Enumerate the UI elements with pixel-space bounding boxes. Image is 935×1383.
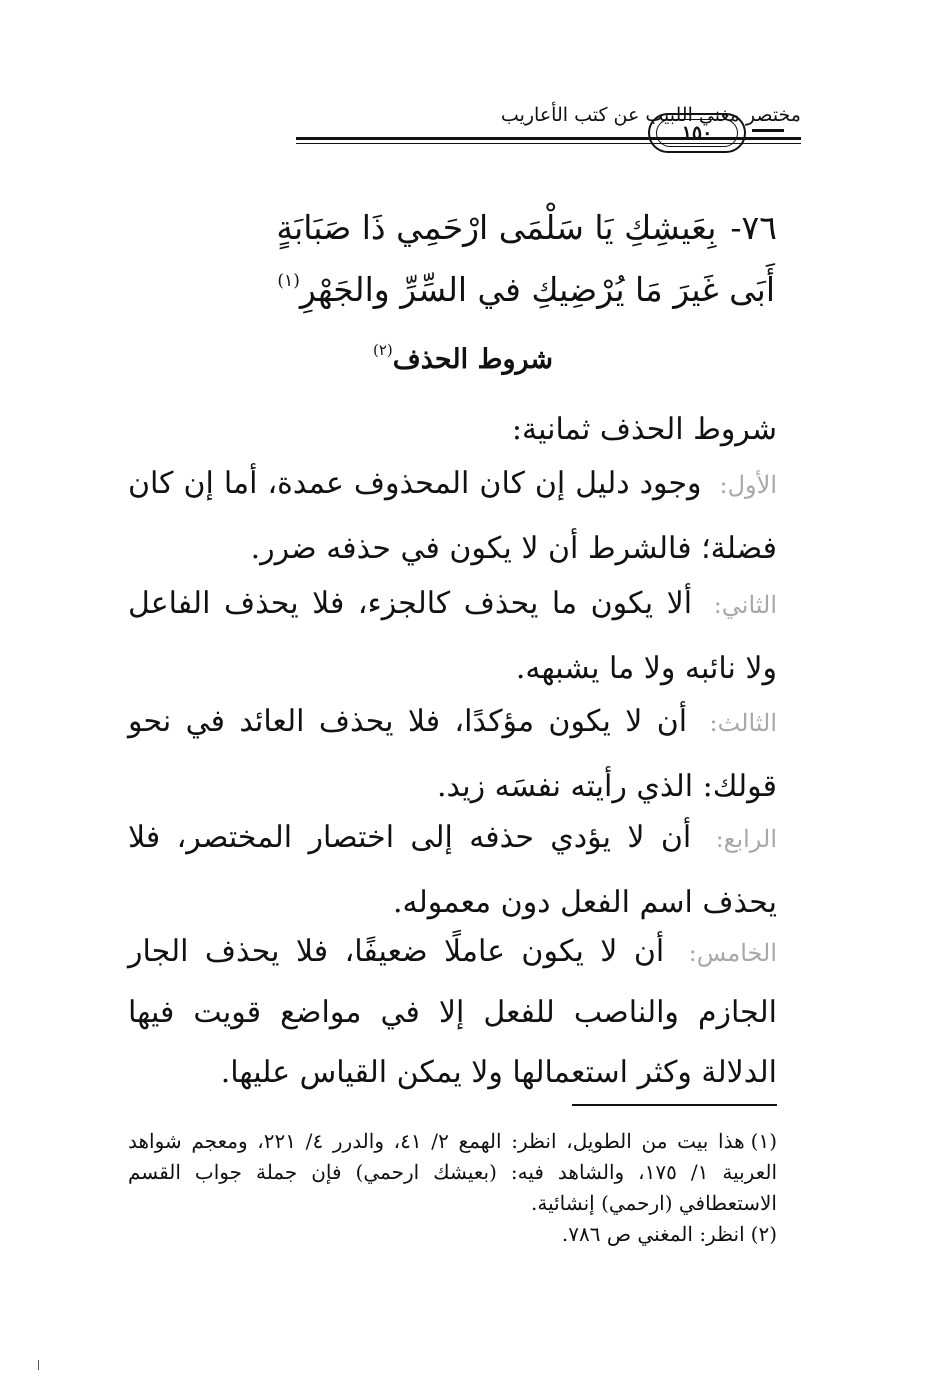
header-end-bar — [752, 137, 784, 140]
verse-line-2 — [277, 270, 775, 309]
footnotes — [128, 1126, 777, 1250]
condition-label: الخامس: — [688, 939, 777, 967]
condition-paragraph — [128, 806, 777, 934]
condition-text: وجود دليل إن كان المحذوف عمدة، أما إن كان فضلة؛ فالشرط أن لا يكون في حذفه ضرر. — [128, 466, 777, 566]
condition-label: الأول: — [719, 471, 777, 499]
footnote-ref-1: (١) — [277, 271, 300, 291]
footnote-ref-2: (٢) — [372, 341, 393, 359]
condition-label: الثالث: — [709, 709, 777, 737]
condition-text: ألا يكون ما يحذف كالجزء، فلا يحذف الفاعل ولا نائبه ولا ما يشبهه. — [128, 586, 777, 686]
scan-mark — [38, 1360, 39, 1370]
condition-text: أن لا يؤدي حذفه إلى اختصار المختصر، فلا يحذف اسم الفعل دون معموله. — [128, 820, 777, 920]
verse-hemistich-1: بِعَيشِكِ يَا سَلْمَى ارْحَمِي ذَا صَبَابَةٍ — [276, 208, 717, 247]
condition-paragraph — [128, 452, 777, 580]
condition-text: أن لا يكون عاملًا ضعيفًا، فلا يحذف الجار الجازم والناصب للفعل إلا في مواضع قويت فيها الدلالة وكثر استعمالها ولا يمكن القياس عليها. — [128, 934, 777, 1090]
footnote-text: هذا بيت من الطويل، انظر: الهمع ٢/ ٤١، والدرر ٤/ ٢٢١، ومعجم شواهد العربية ١/ ١٧٥، والشاهد فيه: (بعيشك ارحمي) فإن جملة جواب القسم الاستعطافي (ارحمي) إنشائية. — [128, 1129, 777, 1215]
condition-label: الرابع: — [715, 825, 778, 853]
page-number: ١٥٠ — [681, 122, 713, 144]
condition-label: الثاني: — [713, 591, 777, 619]
verse-hemistich-2: أَبَى غَيرَ مَا يُرْضِيكِ في السِّرِّ والجَهْرِ — [299, 270, 775, 309]
page-number-ornament — [648, 113, 746, 153]
condition-paragraph — [128, 690, 777, 818]
section-title-text: شروط الحذف — [392, 344, 553, 375]
condition-text: أن لا يكون مؤكدًا، فلا يحذف العائد في نحو قولك: الذي رأيته نفسَه زيد. — [128, 704, 777, 804]
footnote-2 — [128, 1219, 777, 1250]
footnote-number: (٢) — [750, 1222, 777, 1246]
header-end-bar — [752, 129, 784, 132]
verse-line-1 — [276, 208, 777, 247]
section-title — [372, 341, 553, 375]
running-title: مختصر مغني اللبيب عن كتب الأعاريب — [500, 104, 801, 126]
footnote-1 — [128, 1126, 777, 1219]
footnote-separator — [572, 1104, 777, 1106]
condition-paragraph — [128, 572, 777, 700]
intro-line: شروط الحذف ثمانية: — [511, 412, 777, 447]
verse-number: ٧٦- — [730, 208, 777, 247]
footnote-text: انظر: المغني ص ٧٨٦. — [561, 1222, 745, 1246]
condition-paragraph — [128, 922, 777, 1103]
footnote-number: (١) — [750, 1129, 778, 1153]
